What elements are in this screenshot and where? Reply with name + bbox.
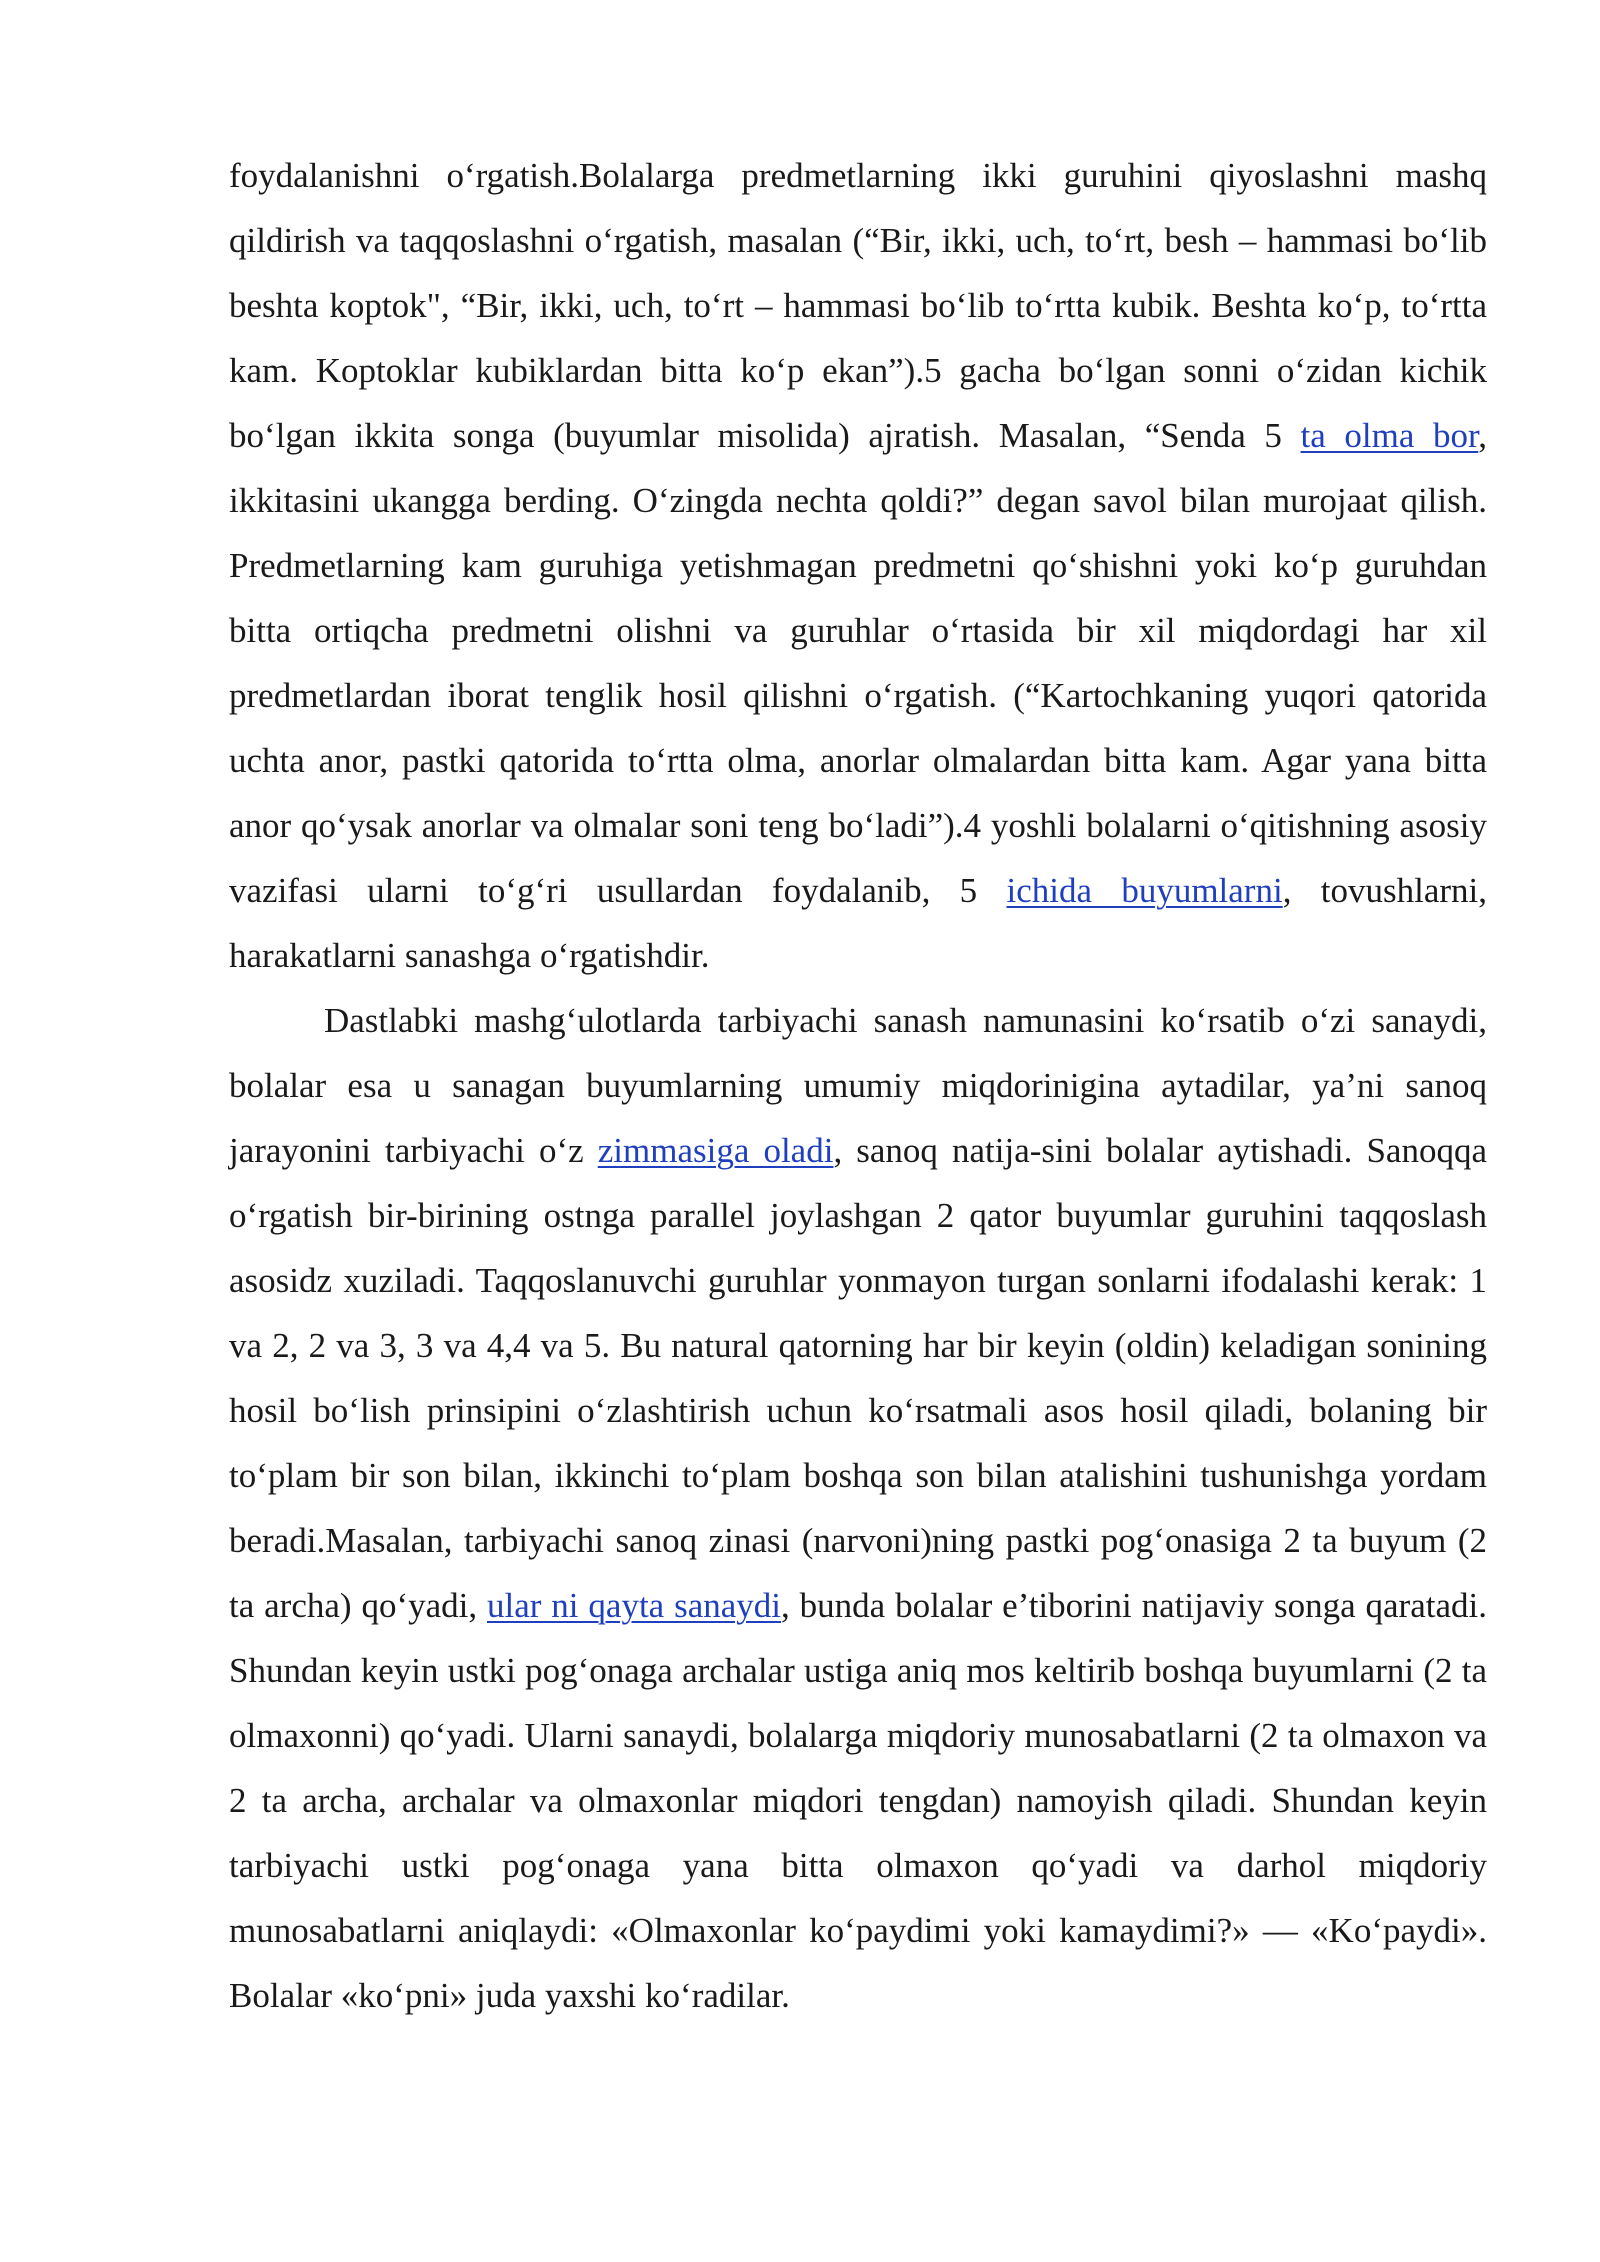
document-page (229, 143, 1487, 2028)
paragraph-text: , tovushlarni, harakatlarni sanashga o‘rgatishdir. (229, 871, 1487, 975)
paragraph-1 (229, 143, 1487, 988)
paragraph-text: , ikkitasini ukangga berding. O‘zingda nechta qoldi?” degan savol bilan murojaat qilish. Predmetlarning kam guruhiga yetishmagan predmetni qo‘shishni yoki ko‘p guruhdan bitta ortiqcha predmetni olishni va guruhlar o‘rtasida bir xil miqdordagi har xil predmetlardan iborat tenglik hosil qilishni o‘rgatish. (“Kartochkaning yuqori qatorida uchta anor, pastki qatorida to‘rtta olma, anorlar olmalardan bitta kam. Agar yana bitta anor qo‘ysak anorlar va olmalar soni teng bo‘ladi”).4 yoshli bolalarni o‘qitishning asosiy vazifasi ularni to‘g‘ri usullardan foydalanib, 5 (229, 416, 1487, 910)
link-ichida-buyumlarni[interactable]: ichida buyumlarni (1006, 871, 1283, 910)
link-ta-olma-bor[interactable]: ta olma bor (1300, 416, 1479, 455)
paragraph-text: foydalanishni o‘rgatish.Bolalarga predmetlarning ikki guruhini qiyoslashni mashq qildirish va taqqoslashni o‘rgatish, masalan (“Bir, ikki, uch, to‘rt, besh – hammasi bo‘lib beshta koptok", “Bir, ikki, uch, to‘rt – hammasi bo‘lib to‘rtta kubik. Beshta ko‘p, to‘rtta kam. Koptoklar kubiklardan bitta ko‘p ekan”).5 gacha bo‘lgan sonni o‘zidan kichik bo‘lgan ikkita songa (buyumlar misolida) ajratish. Masalan, “Senda 5 (229, 156, 1487, 455)
paragraph-2 (229, 988, 1487, 2028)
link-zimmasiga-oladi[interactable]: zimmasiga oladi (597, 1131, 834, 1170)
paragraph-text: , bunda bolalar e’tiborini natijaviy songa qaratadi. Shundan keyin ustki pog‘onaga archalar ustiga aniq mos keltirib boshqa buyumlarni (2 ta olmaxonni) qo‘yadi. Ularni sanaydi, bolalarga miqdoriy munosabatlarni (2 ta olmaxon va 2 ta archa, archalar va olmaxonlar miqdori tengdan) namoyish qiladi. Shundan keyin tarbiyachi ustki pog‘onaga yana bitta olmaxon qo‘yadi va darhol miqdoriy munosabatlarni aniqlaydi: «Olmaxonlar ko‘paydimi yoki kamaydimi?» — «Ko‘paydi». Bolalar «ko‘pni» juda yaxshi ko‘radilar. (229, 1586, 1487, 2015)
paragraph-text: Dastlabki mashg‘ulotlarda tarbiyachi sanash namunasini ko‘rsatib o‘zi sanaydi, bolalar esa u sanagan buyumlarning umumiy miqdorinigina aytadilar, ya’ni sanoq jarayonini tarbiyachi o‘z (229, 1001, 1487, 1170)
link-ular-ni-qayta-sanaydi[interactable]: ular ni qayta sanaydi (487, 1586, 782, 1625)
paragraph-text: , sanoq natija-sini bolalar aytishadi. Sanoqqa o‘rgatish bir-birining ostnga parallel joylashgan 2 qator buyumlar guruhini taqqoslash asosidz xuziladi. Taqqoslanuvchi guruhlar yonmayon turgan sonlarni ifodalashi kerak: 1 va 2, 2 va 3, 3 va 4,4 va 5. Bu natural qatorning har bir keyin (oldin) keladigan sonining hosil bo‘lish prinsipini o‘zlashtirish uchun ko‘rsatmali asos hosil qiladi, bolaning bir to‘plam bir son bilan, ikkinchi to‘plam boshqa son bilan atalishini tushunishga yordam beradi.Masalan, tarbiyachi sanoq zinasi (narvoni)ning pastki pog‘onasiga 2 ta buyum (2 ta archa) qo‘yadi, (229, 1131, 1487, 1625)
